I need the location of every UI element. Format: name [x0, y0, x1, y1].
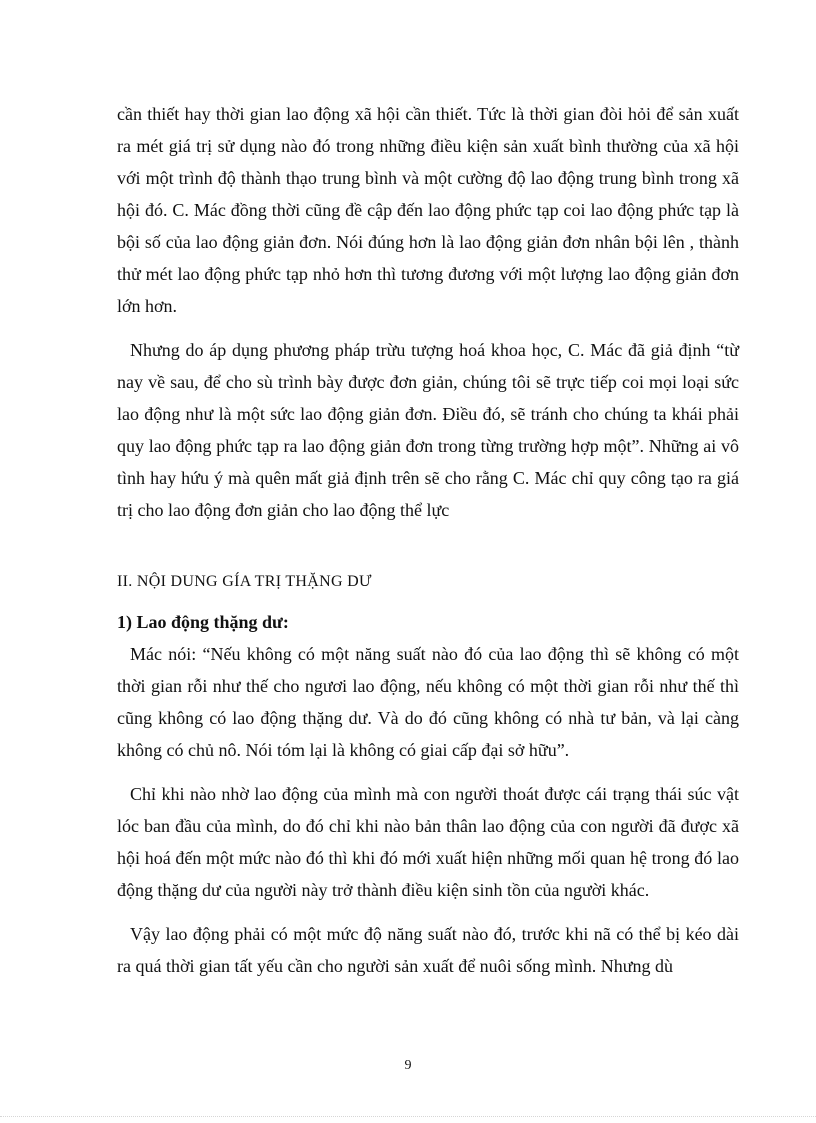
body-paragraph-3: Mác nói: “Nếu không có một năng suất nào đó của lao động thì sẽ không có một thời gian rỗi như thế cho ngươi lao động, nếu không có một thời gian rỗi như thế thì cũng không có lao động thặng dư. Và do đó cũng không có nhà tư bản, và lại càng không có chủ nô. Nói tóm lại là không có giai cấp đại sở hữu”.	[117, 644, 739, 760]
body-paragraph-2: Nhưng do áp dụng phương pháp trừu tượng hoá khoa học, C. Mác đã giả định “từ nay về sau, để cho sù trình bày được đơn giản, chúng tôi sẽ trực tiếp coi mọi loại sức lao động như là một sức lao động giản đơn. Điều đó, sẽ tránh cho chúng ta khái phải quy lao động phức tạp ra lao động giản đơn trong từng trường hợp một”. Những ai vô tình hay hứu ý mà quên mất giả định trên sẽ cho rằng C. Mác chỉ quy công tạo ra giá trị cho lao động đơn giản cho lao động thể lực	[117, 340, 739, 520]
page-body	[117, 98, 739, 982]
page-number: 9	[404, 1058, 412, 1073]
subsection-heading: 1) Lao động thặng dư:	[117, 612, 289, 632]
body-paragraph-1: cần thiết hay thời gian lao động xã hội cần thiết. Tức là thời gian đòi hỏi để sản xuất ra mét giá trị sử dụng nào đó trong những điều kiện sản xuất bình thường của xã hội với một trình độ thành thạo trung bình và một cường độ lao động trung bình trong xã hội đó. C. Mác đồng thời cũng đề cập đến lao động phức tạp coi lao động phức tạp là bội số của lao động giản đơn. Nói đúng hơn là lao động giản đơn nhân bội lên , thành thử mét lao động phức tạp nhỏ hơn thì tương đương với một lượng lao động giản đơn lớn hơn.	[117, 104, 739, 316]
section-heading: II. NỘI DUNG GÍA TRỊ THẶNG DƯ	[117, 573, 372, 590]
body-paragraph-5: Vậy lao động phải có một mức độ năng suất nào đó, trước khi nã có thể bị kéo dài ra quá thời gian tất yếu cần cho người sản xuất để nuôi sống mình. Nhưng dù	[117, 924, 739, 976]
body-paragraph-4: Chỉ khi nào nhờ lao động của mình mà con người thoát được cái trạng thái súc vật lóc ban đầu của mình, do đó chỉ khi nào bản thân lao động của con người đã được xã hội hoá đến một mức nào đó thì khi đó mới xuất hiện những mối quan hệ trong đó lao động thặng dư của người này trở thành điều kiện sinh tồn của người khác.	[117, 784, 739, 900]
page-bottom-divider	[0, 1116, 816, 1117]
